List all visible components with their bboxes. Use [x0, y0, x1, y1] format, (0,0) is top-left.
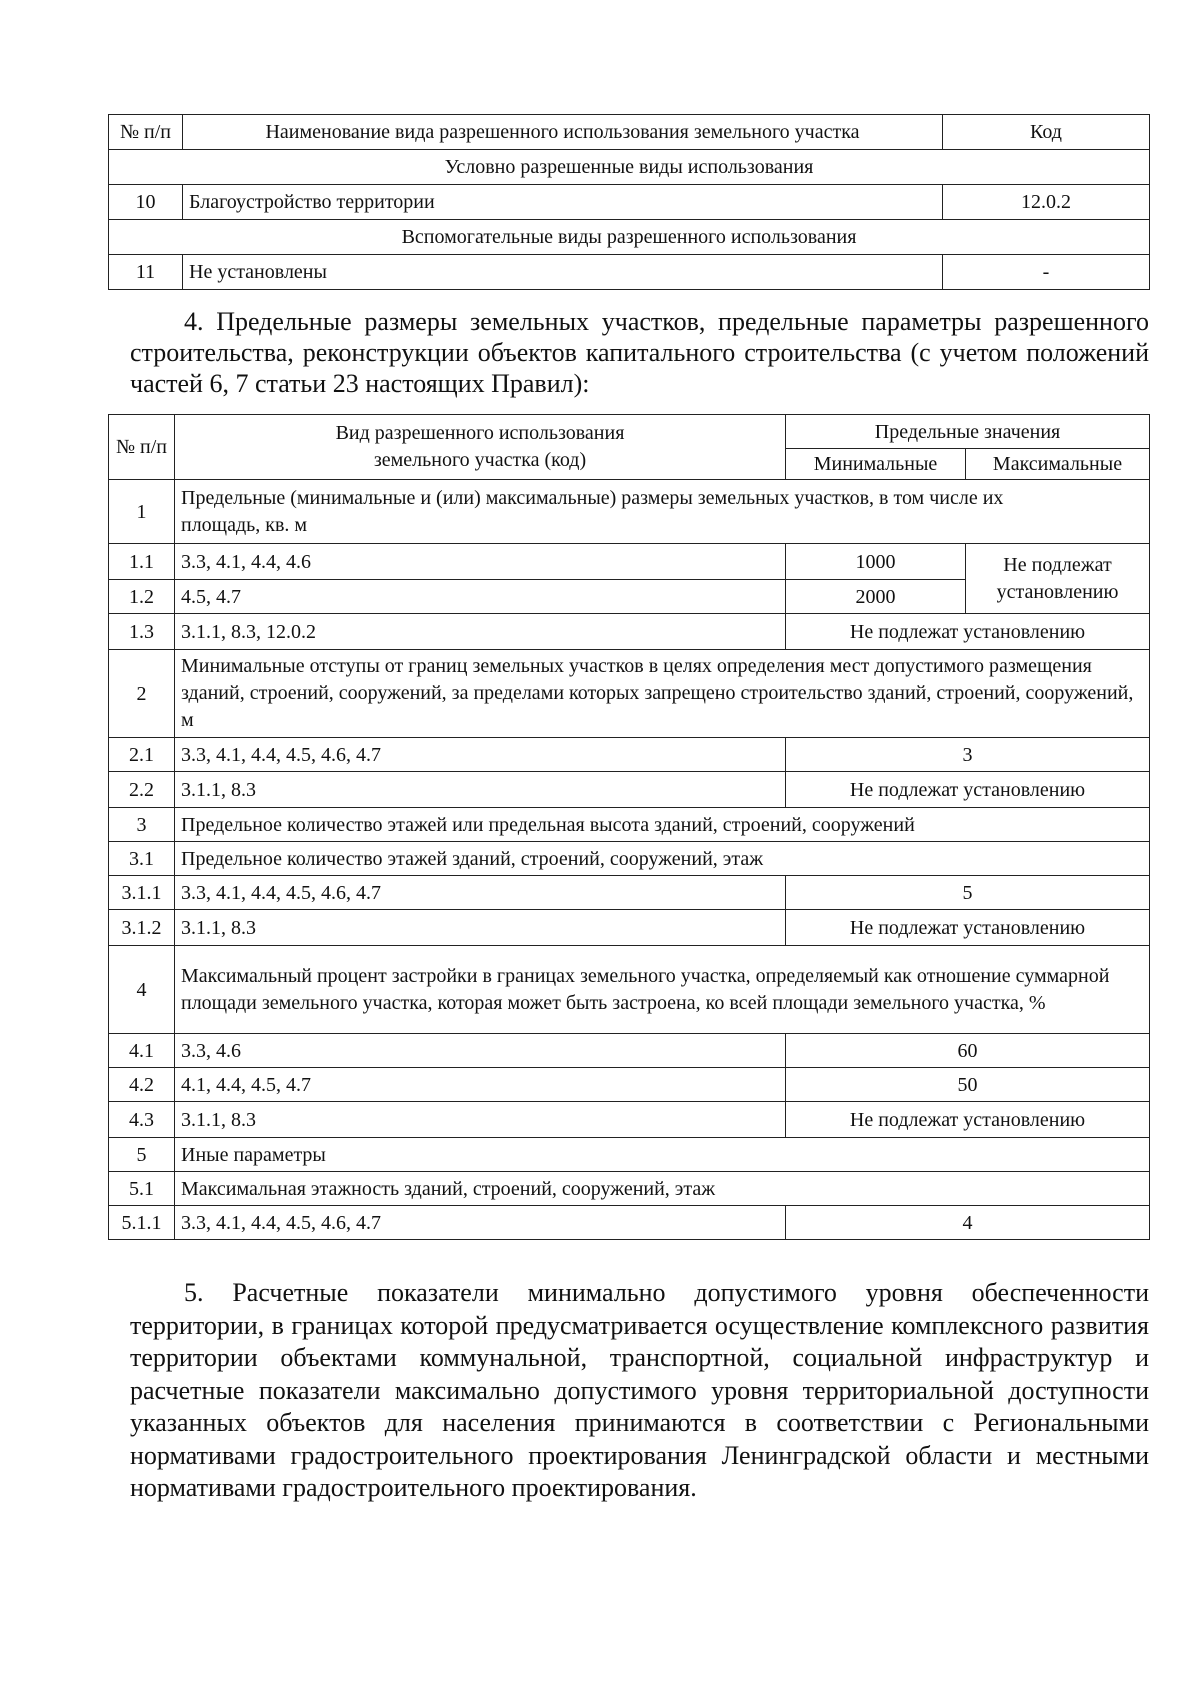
- row-text: Предельное количество этажей или предельная высота зданий, строений, сооружений: [175, 808, 1150, 842]
- row-num: 5: [109, 1138, 175, 1172]
- table-header-row: [109, 115, 1150, 150]
- row-num: 11: [109, 255, 183, 290]
- row-value: 50: [786, 1068, 1150, 1102]
- paragraph-4: 4. Предельные размеры земельных участков, предельные параметры разрешенного строительства, реконструкции объектов капитального строительства (с учетом положений частей 6, 7 статьи 23 настоящих Правил):: [130, 307, 1149, 398]
- row-codes: 4.5, 4.7: [175, 580, 786, 614]
- row-value: Не подлежат установлению: [786, 1102, 1150, 1138]
- table-row: [109, 946, 1150, 1034]
- permitted-use-table: [108, 114, 1150, 290]
- table-row: [109, 185, 1150, 220]
- row-codes: 3.1.1, 8.3: [175, 772, 786, 808]
- table-row: [109, 1138, 1150, 1172]
- row-value: 5: [786, 876, 1150, 910]
- row-min: 2000: [786, 580, 966, 614]
- row-codes: 3.3, 4.1, 4.4, 4.5, 4.6, 4.7: [175, 1206, 786, 1240]
- table-row: [109, 876, 1150, 910]
- paragraph-5: 5. Расчетные показатели минимально допустимого уровня обеспеченности территории, в границах которой предусматривается осуществление комплексного развития территории объектами коммунальной, транспортной, социальной инфраструктур и расчетные показатели максимально допустимого уровня территориальной доступности указанных объектов для населения принимаются в соответствии с Региональными нормативами градостроительного проектирования Ленинградской области и местными нормативами градостроительного проектирования.: [130, 1278, 1149, 1502]
- row-codes: 4.1, 4.4, 4.5, 4.7: [175, 1068, 786, 1102]
- row-codes: 3.1.1, 8.3, 12.0.2: [175, 614, 786, 650]
- row-code: 12.0.2: [943, 185, 1150, 220]
- table-row: [109, 1206, 1150, 1240]
- table-row: [109, 480, 1150, 544]
- header-limits: Предельные значения: [786, 415, 1150, 449]
- row-num: 1.1: [109, 544, 175, 580]
- section-row: [109, 220, 1150, 255]
- section-row: [109, 150, 1150, 185]
- row-num: 2.1: [109, 738, 175, 772]
- table-row: [109, 772, 1150, 808]
- row-codes: 3.3, 4.1, 4.4, 4.6: [175, 544, 786, 580]
- table-row: [109, 1102, 1150, 1138]
- row-num: 1.2: [109, 580, 175, 614]
- table-row: [109, 1172, 1150, 1206]
- row-value: Не подлежат установлению: [786, 772, 1150, 808]
- header-max: Максимальные: [966, 449, 1150, 480]
- header-min: Минимальные: [786, 449, 966, 480]
- row-num: 5.1.1: [109, 1206, 175, 1240]
- row-value: 3: [786, 738, 1150, 772]
- header-type: Вид разрешенного использования земельного участка (код): [175, 415, 786, 480]
- row-text: Предельные (минимальные и (или) максимальные) размеры земельных участков, в том числе их площадь, кв. м: [175, 480, 1150, 544]
- table-row: [109, 544, 1150, 580]
- table-row: [109, 255, 1150, 290]
- row-num: 3.1.2: [109, 910, 175, 946]
- row-codes: 3.3, 4.1, 4.4, 4.5, 4.6, 4.7: [175, 738, 786, 772]
- table-header-row: [109, 415, 1150, 449]
- table-row: [109, 614, 1150, 650]
- row-value: Не подлежат установлению: [786, 614, 1150, 650]
- section-conditional: Условно разрешенные виды использования: [109, 150, 1150, 185]
- row-max: Не подлежат установлению: [966, 544, 1150, 614]
- row-codes: 3.3, 4.1, 4.4, 4.5, 4.6, 4.7: [175, 876, 786, 910]
- row-codes: 3.1.1, 8.3: [175, 1102, 786, 1138]
- row-num: 1: [109, 480, 175, 544]
- row-num: 4: [109, 946, 175, 1034]
- row-num: 3.1: [109, 842, 175, 876]
- header-name: Наименование вида разрешенного использования земельного участка: [183, 115, 943, 150]
- row-num: 4.3: [109, 1102, 175, 1138]
- row-value: Не подлежат установлению: [786, 910, 1150, 946]
- header-num: № п/п: [109, 115, 183, 150]
- header-num: № п/п: [109, 415, 175, 480]
- table-row: [109, 910, 1150, 946]
- row-text: Иные параметры: [175, 1138, 1150, 1172]
- row-name: Не установлены: [183, 255, 943, 290]
- row-codes: 3.1.1, 8.3: [175, 910, 786, 946]
- row-text: Минимальные отступы от границ земельных участков в целях определения мест допустимого размещения зданий, строений, сооружений, за пределами которых запрещено строительство зданий, строений, сооружений, м: [175, 650, 1150, 738]
- section-auxiliary: Вспомогательные виды разрешенного использования: [109, 220, 1150, 255]
- row-text: Предельное количество этажей зданий, строений, сооружений, этаж: [175, 842, 1150, 876]
- row-num: 3.1.1: [109, 876, 175, 910]
- row-num: 4.1: [109, 1034, 175, 1068]
- table-row: [109, 1034, 1150, 1068]
- limit-parameters-table: [108, 414, 1150, 1240]
- table-row: [109, 1068, 1150, 1102]
- row-num: 5.1: [109, 1172, 175, 1206]
- row-num: 3: [109, 808, 175, 842]
- row-text: Максимальная этажность зданий, строений, сооружений, этаж: [175, 1172, 1150, 1206]
- row-name: Благоустройство территории: [183, 185, 943, 220]
- row-min: 1000: [786, 544, 966, 580]
- row-num: 2.2: [109, 772, 175, 808]
- row-num: 4.2: [109, 1068, 175, 1102]
- table-row: [109, 808, 1150, 842]
- table-row: [109, 650, 1150, 738]
- row-codes: 3.3, 4.6: [175, 1034, 786, 1068]
- table-row: [109, 842, 1150, 876]
- row-text: Максимальный процент застройки в границах земельного участка, определяемый как отношение суммарной площади земельного участка, которая может быть застроена, ко всей площади земельного участка, %: [175, 946, 1150, 1034]
- row-num: 1.3: [109, 614, 175, 650]
- row-num: 10: [109, 185, 183, 220]
- row-value: 4: [786, 1206, 1150, 1240]
- table-row: [109, 738, 1150, 772]
- row-code: -: [943, 255, 1150, 290]
- row-num: 2: [109, 650, 175, 738]
- header-code: Код: [943, 115, 1150, 150]
- row-value: 60: [786, 1034, 1150, 1068]
